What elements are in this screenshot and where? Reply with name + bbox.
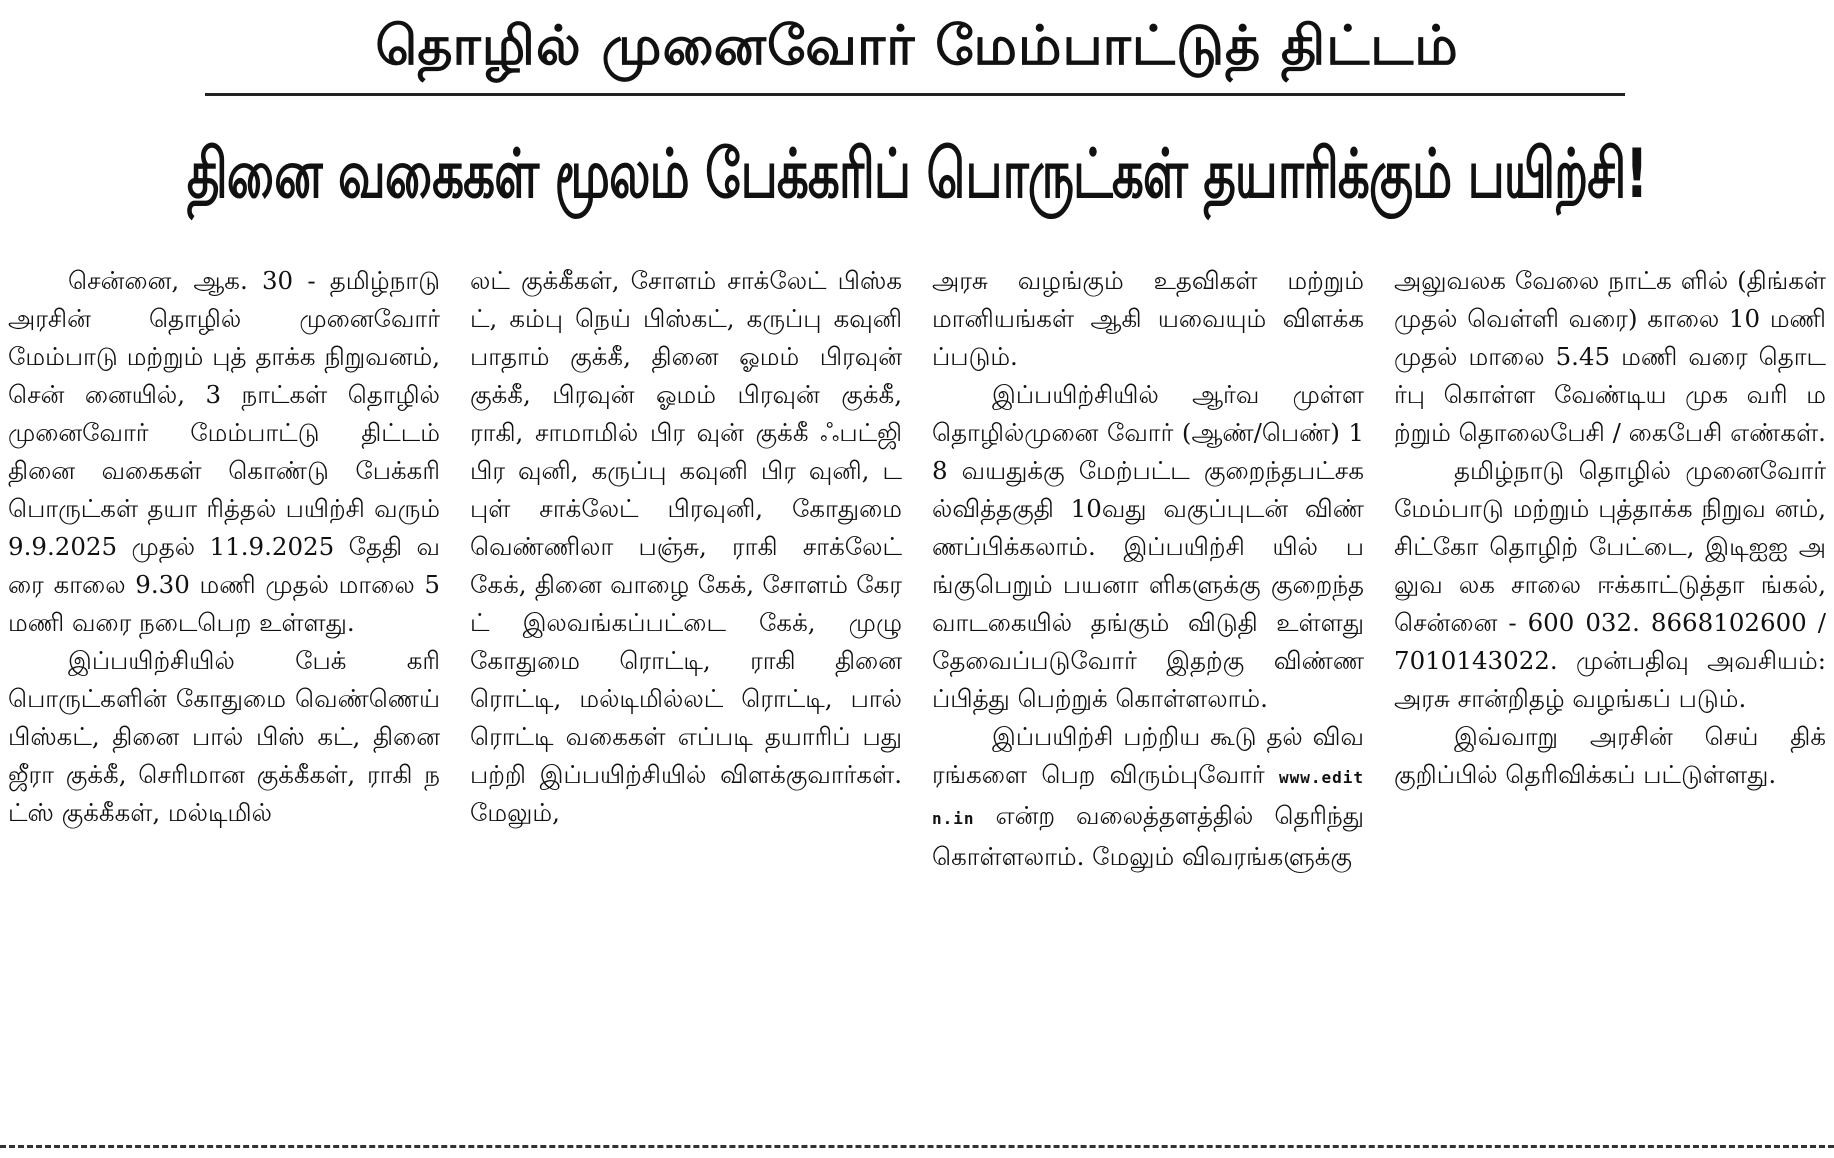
article-paragraph-with-url (932, 718, 1364, 876)
article-paragraph: அரசு வழங்கும் உதவிகள் மற்றும் மானியங்கள் ஆகி யவையும் விளக்கப்படும். (932, 266, 1364, 371)
article-paragraph: இப்பயிற்சியில் ஆர்வ முள்ள தொழில்முனை வோர் (ஆண்/பெண்) 18 வயதுக்கு மேற்பட்ட குறைந்தபட்சகல்வித்தகுதி 10வது வகுப்புடன் விண் ணப்பிக்கலாம். இப்பயிற்சி யில் பங்குபெறும் பயனா ளிகளுக்கு குறைந்த வாடகையில் தங்கும் விடுதி உள்ளது தேவைப்படுவோர் இதற்கு விண்ணப்பித்து பெற்றுக் கொள்ளலாம். (932, 380, 1364, 713)
article-paragraph: இப்பயிற்சியில் பேக் கரி பொருட்களின் கோதுமை வெண்ணெய் பிஸ்கட், தினை பால் பிஸ் கட், தினை ஜீரா குக்கீ, செரிமான குக்கீகள், ராகி நட்ஸ் குக்கீகள், மல்டிமில் (8, 646, 440, 827)
kicker-title: தொழில் முனைவோர் மேம்பாட்டுத் திட்டம் (375, 14, 1459, 77)
article-paragraph: இவ்வாறு அரசின் செய் திக் குறிப்பில் தெரிவிக்கப் பட்டுள்ளது. (1394, 722, 1826, 789)
article-paragraph: லட் குக்கீகள், சோளம் சாக்லேட் பிஸ்கட், கம்பு நெய் பிஸ்கட், கருப்பு கவுனி பாதாம் குக்கீ, தினை ஓமம் பிரவுன் குக்கீ, பிரவுன் ஓமம் பிரவுன் குக்கீ, ராகி, சாமாமில் பிர வுன் குக்கீ ஃபட்ஜி பிர வுனி, கருப்பு கவுனி பிர வுனி, டபுள் சாக்லேட் பிரவுனி, கோதுமை வெண்ணிலா பஞ்சு, ராகி சாக்லேட் கேக், தினை வாழை கேக், சோளம் கேரட் இலவங்கப்பட்டை கேக், முழு கோதுமை ரொட்டி, ராகி தினை ரொட்டி, மல்டிமில்லட் ரொட்டி, பால் ரொட்டி வகைகள் எப்படி தயாரிப் பது பற்றி இப்பயிற்சியில் விளக்குவார்கள். மேலும், (470, 266, 902, 827)
article-column-1 (8, 262, 440, 1100)
article-column-4 (1394, 262, 1826, 1100)
headline: தினை வகைகள் மூலம் பேக்கரிப் பொருட்கள் தயாரிக்கும் பயிற்சி! (186, 134, 1648, 214)
article-paragraph: அலுவலக வேலை நாட்க ளில் (திங்கள் முதல் வெள்ளி வரை) காலை 10 மணி முதல் மாலை 5.45 மணி வரை தொடர்பு கொள்ள வேண்டிய முக வரி மற்றும் தொலைபேசி / கைபேசி எண்கள். (1394, 266, 1826, 447)
article-column-3 (932, 262, 1364, 1100)
website-link[interactable]: www.editn.in (932, 768, 1364, 828)
article-paragraph: தமிழ்நாடு தொழில் முனைவோர் மேம்பாடு மற்றும் புத்தாக்க நிறுவ னம், சிட்கோ தொழிற் பேட்டை, இடிஐஐ அலுவ லக சாலை ஈக்காட்டுத்தா ங்கல், சென்னை - 600 032. 8668102600 / 7010143022. முன்பதிவு அவசியம்: அரசு சான்றிதழ் வழங்கப் படும். (1394, 456, 1826, 713)
bottom-dashed-rule (0, 1145, 1834, 1148)
url-intro-text: இப்பயிற்சி பற்றிய கூடு தல் விவரங்களை பெற விரும்புவோர் (932, 722, 1364, 789)
url-outro-text: என்ற வலைத்தளத்தில் தெரிந்து கொள்ளலாம். மேலும் விவரங்களுக்கு (932, 801, 1364, 871)
article-paragraph: சென்னை, ஆக. 30 - தமிழ்நாடு அரசின் தொழில் முனைவோர் மேம்பாடு மற்றும் புத் தாக்க நிறுவனம், சென் னையில், 3 நாட்கள் தொழில் முனைவோர் மேம்பாட்டு திட்டம் தினை வகைகள் கொண்டு பேக்கரி பொருட்கள் தயா ரித்தல் பயிற்சி வரும் 9.9.2025 முதல் 11.9.2025 தேதி வரை காலை 9.30 மணி முதல் மாலை 5 மணி வரை நடைபெற உள்ளது. (8, 266, 440, 637)
article-body (8, 262, 1826, 1100)
article-column-2 (470, 262, 902, 1100)
